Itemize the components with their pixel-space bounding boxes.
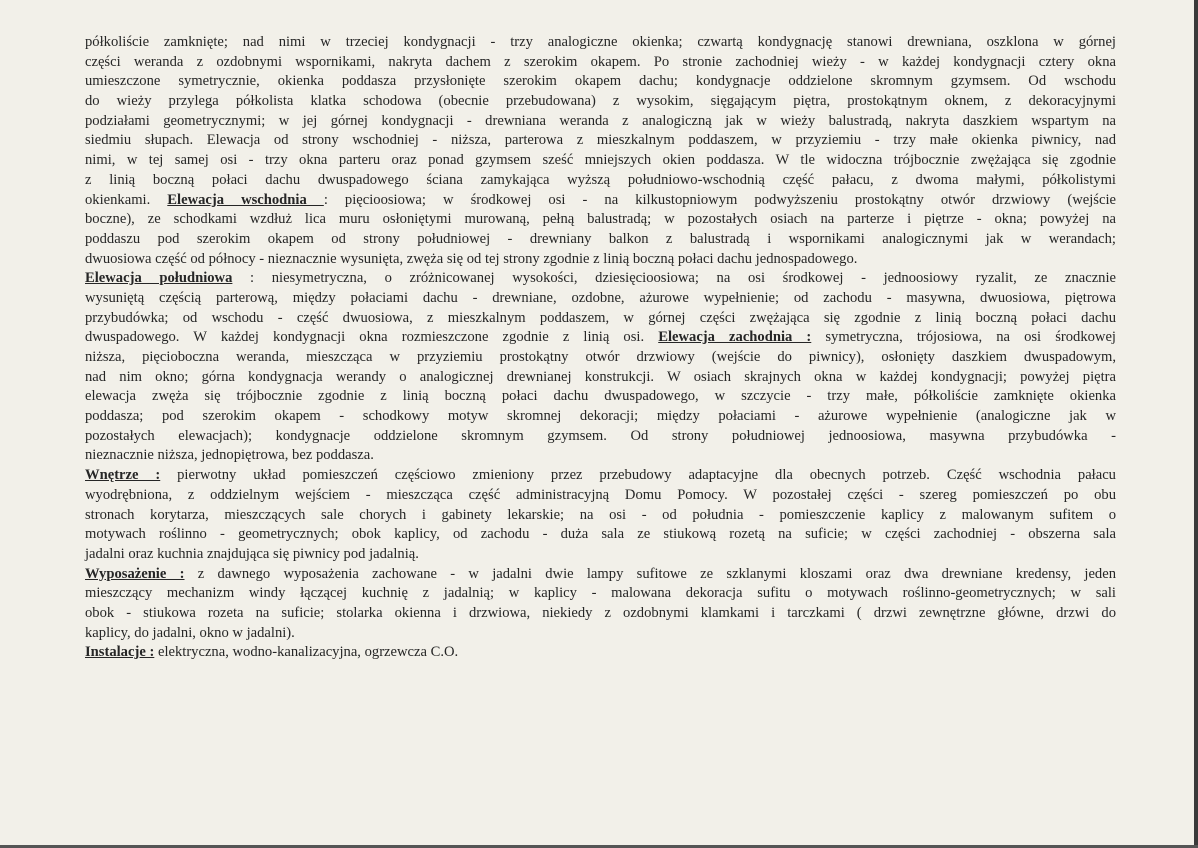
text-line — [85, 466, 1116, 486]
text-segment: okienkami. — [85, 191, 168, 208]
text-line — [85, 446, 1116, 466]
text-segment: niższa, pięcioboczna weranda, mieszcząca w przyziemiu prostokątny otwór drzwiowy (wejście do piwnicy), osłonięty daszkiem dwuspadowym, — [85, 349, 1116, 365]
text-segment: umieszczone symetrycznie, okienka poddasza przysłonięte szerokim okapem dachu; kondygnacje oddzielone skromnym gzymsem. Od wschodu — [85, 73, 1116, 90]
text-segment: jadalni oraz kuchnia znajdująca się piwnicy pod jadalnią. — [85, 545, 419, 562]
text-line — [85, 112, 1116, 132]
text-line — [85, 250, 1116, 270]
text-segment: motywach roślinno - geometrycznych; obok kaplicy, od zachodu - duża sala ze stiukową rozetą na suficie; w części zachodniej - obszerna sala — [85, 526, 1116, 543]
text-line — [85, 525, 1116, 545]
text-segment: przybudówka; od wschodu - część dwuosiowa, z mieszkalnym poddaszem, w górnej części zwężająca się zgodnie z linią boczną połaci dachu — [85, 309, 1116, 326]
text-line — [85, 53, 1116, 73]
text-segment: pozostałych elewacjach); kondygnacje oddzielone skromnym gzymsem. Od strony południowej jednoosiowa, masywna przybudówka - — [85, 427, 1116, 444]
text-line — [85, 269, 1116, 289]
text-segment: symetryczna, trójosiowa, na osi środkowej — [811, 329, 1116, 346]
section-heading: Elewacja południowa — [85, 270, 233, 287]
text-line — [85, 289, 1116, 309]
text-line — [85, 210, 1116, 230]
text-line — [85, 624, 1116, 644]
text-segment: pierwotny układ pomieszczeń częściowo zmieniony przez przebudowy adaptacyjne dla obecnych potrzeb. Część wschodnia pałacu — [160, 467, 1116, 484]
text-line — [85, 33, 1116, 53]
text-segment: siedmiu słupach. Elewacja od strony wschodniej - niższa, parterowa z mieszkalnym poddaszem, w przyziemiu - trzy małe okienka piwnicy, nad — [85, 132, 1116, 149]
text-line — [85, 171, 1116, 191]
text-segment: poddaszu pod szerokim okapem od strony południowej - drewniany balkon z balustradą i wspornikami analogicznymi jak w werandach; — [85, 230, 1116, 247]
text-segment: dwuspadowego. W każdej kondygnacji okna rozmieszczone zgodnie z linią osi. — [85, 329, 659, 346]
text-line — [85, 151, 1116, 171]
text-segment: kaplicy, do jadalni, okno w jadalni). — [85, 624, 295, 641]
text-line — [85, 368, 1116, 388]
text-line — [85, 230, 1116, 250]
text-line — [85, 387, 1116, 407]
text-segment: z dawnego wyposażenia zachowane - w jadalni dwie lampy sufitowe ze szklanymi kloszami oraz dwa drewniane kredensy, jeden — [184, 565, 1116, 582]
text-line — [85, 565, 1116, 585]
text-segment: wyodrębniona, z oddzielnym wejściem - mieszcząca część administracyjną Domu Pomocy. W pozostałej części - szereg pomieszczeń po obu — [85, 486, 1116, 503]
text-line — [85, 72, 1116, 92]
section-heading: Instalacje : — [85, 644, 155, 661]
text-line — [85, 545, 1116, 565]
text-segment: nieznacznie niższa, jednopiętrowa, bez poddasza. — [85, 447, 374, 464]
text-segment: stronach korytarza, mieszczących sale chorych i gabinety lekarskie; na osi - od południa - pomieszczenie kaplicy z malowanym sufitem o — [85, 506, 1116, 523]
text-segment: boczne), ze schodkami wzdłuż lica muru osłoniętymi murowaną, pełną balustradą; w pozostałych osiach na parterze i piętrze - okna; powyżej na — [85, 211, 1116, 228]
document-body — [85, 33, 1116, 663]
text-segment: dwuosiowa część od północy - nieznacznie wysunięta, zwęża się od tej strony zgodnie z linią boczną połaci dachu jednospadowego. — [85, 250, 858, 267]
text-segment: wysuniętą częścią parterową, między połaciami dachu - drewniane, ozdobne, ażurowe wypełnienie; od zachodu - masywna, dwuosiowa, piętrowa — [85, 289, 1116, 306]
text-line — [85, 643, 1116, 663]
text-segment: poddasza; pod szerokim okapem - schodkowy motyw skromnej dekoracji; między połaciami - ażurowe wypełnienie (analogiczne jak w — [85, 408, 1116, 425]
text-line — [85, 427, 1116, 447]
text-segment: podziałami geometrycznymi; w jej górnej kondygnacji - drewniana weranda z analogiczną jak w wieży balustradą, nakryta daszkiem wspartym na — [85, 112, 1116, 129]
text-segment: półkoliście zamknięte; nad nimi w trzeciej kondygnacji - trzy analogiczne okienka; czwartą kondygnację stanowi drewniana, oszklona w górnej — [85, 34, 1116, 50]
text-segment: nimi, w tej samej osi - trzy okna parteru oraz ponad gzymsem sześć mniejszych okien poddasza. W tle widoczna trójbocznie zwężająca się zgodnie — [85, 152, 1116, 169]
section-heading: Elewacja wschodnia — [167, 191, 324, 208]
section-heading: Wnętrze : — [85, 467, 161, 484]
text-line — [85, 486, 1116, 506]
text-segment: obok - stiukowa rozeta na suficie; stolarka okienna i drzwiowa, niekiedy z ozdobnymi klamkami i tarczkami ( drzwi zewnętrzne główne, drzwi do — [85, 604, 1116, 621]
text-segment: nad nim okno; górna kondygnacja werandy o analogicznej drewnianej konstrukcji. W osiach skrajnych okna w każdej kondygnacji; powyżej piętra — [85, 368, 1116, 385]
text-segment: : niesymetryczna, o zróżnicowanej wysokości, dziesięcioosiowa; na osi środkowej - jednoosiowy ryzalit, ze znacznie — [232, 270, 1116, 287]
text-segment: mieszczący mechanizm windy łączącej kuchnię z jadalnią; w kaplicy - malowana dekoracja sufitu o motywach roślinno-geometrycznych; w sali — [85, 585, 1116, 602]
text-line — [85, 604, 1116, 624]
text-line — [85, 407, 1116, 427]
text-segment: z linią boczną połaci dachu dwuspadowego ściana zamykająca wyższą południowo-wschodnią część pałacu, z dwoma małymi, półkolistymi — [85, 171, 1116, 188]
text-line — [85, 92, 1116, 112]
text-line — [85, 348, 1116, 368]
text-line — [85, 191, 1116, 211]
text-line — [85, 584, 1116, 604]
text-line — [85, 328, 1116, 348]
text-segment: elektryczna, wodno-kanalizacyjna, ogrzewcza C.O. — [154, 644, 459, 661]
section-heading: Wyposażenie : — [85, 565, 185, 582]
scan-edge-right — [1194, 0, 1198, 848]
text-segment: części weranda z ozdobnymi wspornikami, nakryta dachem z szerokim okapem. Po stronie zachodniej wieży - w każdej kondygnacji cztery okna — [85, 53, 1116, 70]
text-segment: do wieży przylega półkolista klatka schodowa (obecnie przebudowana) z wysokim, sięgającym piętra, prostokątnym oknem, z dekoracyjnymi — [85, 93, 1116, 110]
text-line — [85, 309, 1116, 329]
text-segment: : pięcioosiowa; w środkowej osi - na kilkustopniowym podwyższeniu prostokątny otwór drzwiowy (wejście — [323, 191, 1116, 208]
text-line — [85, 131, 1116, 151]
text-line — [85, 506, 1116, 526]
section-heading: Elewacja zachodnia : — [658, 329, 812, 346]
text-segment: elewacja zwęża się trójbocznie zgodnie z linią boczną połaci dachu dwuspadowego, w szczycie - trzy małe, półkoliście zamknięte okienka — [85, 388, 1116, 405]
